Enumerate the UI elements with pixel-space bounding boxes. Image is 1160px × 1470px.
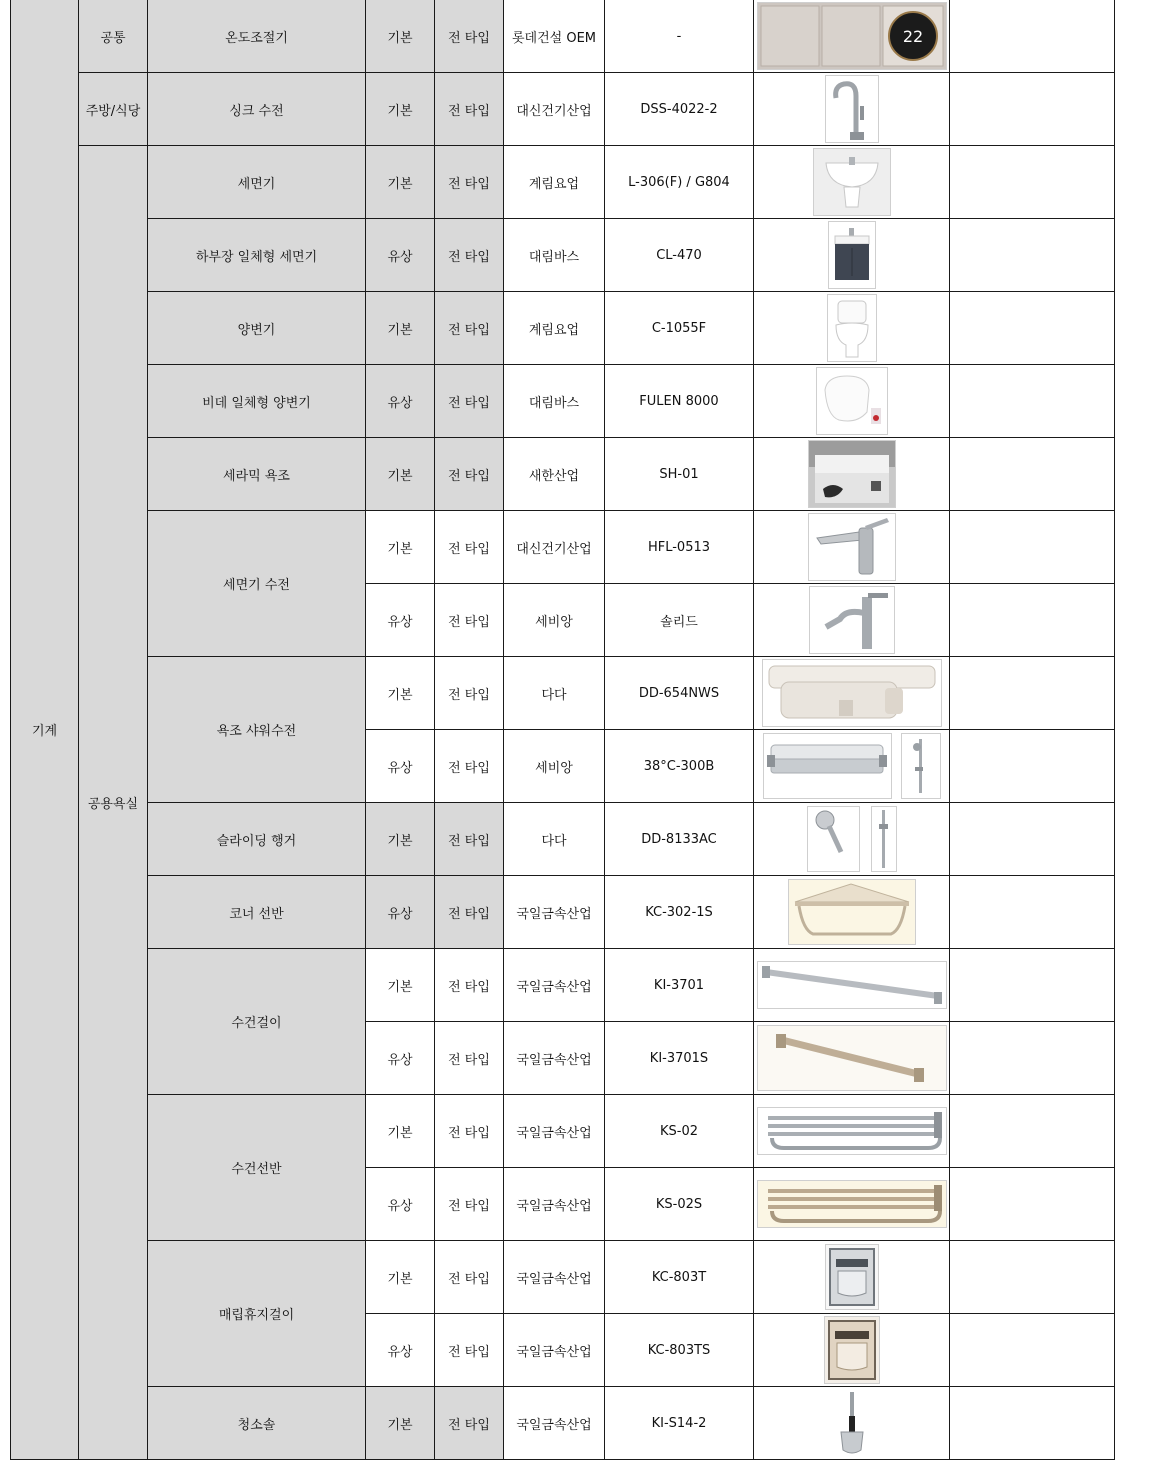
model-cell: - xyxy=(605,0,754,73)
bidet-toilet-icon xyxy=(817,368,887,434)
grade-cell: 유상 xyxy=(366,1022,435,1095)
grade-cell: 유상 xyxy=(366,730,435,803)
corner-shelf-icon xyxy=(789,880,915,944)
towel-shelf-satin-icon xyxy=(758,1181,946,1227)
sink-faucet-image xyxy=(825,75,879,143)
image-cell xyxy=(754,146,950,219)
grade-cell: 기본 xyxy=(366,73,435,146)
ceramic-bathtub-image xyxy=(808,440,896,508)
vanity-basin-image xyxy=(828,221,876,289)
table-row xyxy=(11,1095,1115,1168)
note-cell xyxy=(950,292,1115,365)
table-row xyxy=(11,803,1115,876)
table-row xyxy=(11,511,1115,584)
image-cell xyxy=(754,1095,950,1168)
model-cell: 38°C-300B xyxy=(605,730,754,803)
note-cell xyxy=(950,949,1115,1022)
type-cell: 전 타입 xyxy=(435,438,504,511)
item-cell: 수건걸이 xyxy=(148,949,366,1095)
item-cell: 세면기 xyxy=(148,146,366,219)
model-cell: DD-8133AC xyxy=(605,803,754,876)
item-cell: 세라믹 욕조 xyxy=(148,438,366,511)
image-cell xyxy=(754,292,950,365)
model-cell: KC-803TS xyxy=(605,1314,754,1387)
model-cell: CL-470 xyxy=(605,219,754,292)
spec-sheet xyxy=(10,0,1115,1460)
washbasin-icon xyxy=(814,149,890,215)
note-cell xyxy=(950,146,1115,219)
image-cell xyxy=(754,0,950,73)
model-cell: SH-01 xyxy=(605,438,754,511)
basin-faucet-image xyxy=(808,513,896,581)
model-cell: KS-02 xyxy=(605,1095,754,1168)
item-cell: 청소솔 xyxy=(148,1387,366,1460)
maker-cell: 대신건기산업 xyxy=(504,511,605,584)
shower-faucet-icon xyxy=(763,660,941,726)
image-cell xyxy=(754,365,950,438)
model-cell: FULEN 8000 xyxy=(605,365,754,438)
model-cell: DSS-4022-2 xyxy=(605,73,754,146)
towel-shelf-satin-image xyxy=(757,1180,947,1228)
maker-cell: 대림바스 xyxy=(504,365,605,438)
towel-bar-satin-image xyxy=(757,1025,947,1091)
maker-cell: 국일금속산업 xyxy=(504,1168,605,1241)
item-cell: 욕조 샤워수전 xyxy=(148,657,366,803)
note-cell xyxy=(950,1095,1115,1168)
note-cell xyxy=(950,1241,1115,1314)
group-cell: 주방/식당 xyxy=(79,73,148,146)
maker-cell: 계림요업 xyxy=(504,146,605,219)
type-cell: 전 타입 xyxy=(435,730,504,803)
maker-cell: 다다 xyxy=(504,803,605,876)
corner-shelf-image xyxy=(788,879,916,945)
table-row xyxy=(11,146,1115,219)
grade-cell: 기본 xyxy=(366,438,435,511)
toilet-brush-image xyxy=(837,1390,867,1456)
grade-cell: 유상 xyxy=(366,584,435,657)
note-cell xyxy=(950,1387,1115,1460)
note-cell xyxy=(950,803,1115,876)
thermo-shower-set-image xyxy=(763,733,941,799)
type-cell: 전 타입 xyxy=(435,219,504,292)
sink-faucet-icon xyxy=(826,76,878,142)
type-cell: 전 타입 xyxy=(435,657,504,730)
grade-cell: 기본 xyxy=(366,1095,435,1168)
washbasin-image xyxy=(813,148,891,216)
toilet-icon xyxy=(828,295,876,361)
type-cell: 전 타입 xyxy=(435,1168,504,1241)
recessed-paper-holder-satin-image xyxy=(824,1316,880,1384)
sliding-hanger-image xyxy=(807,806,897,872)
maker-cell: 계림요업 xyxy=(504,292,605,365)
group-cell: 공용욕실 xyxy=(79,146,148,1460)
thermostat-display-text: 22 xyxy=(902,27,923,46)
item-cell: 수건선반 xyxy=(148,1095,366,1241)
image-cell xyxy=(754,1168,950,1241)
grade-cell: 기본 xyxy=(366,511,435,584)
model-cell: KC-302-1S xyxy=(605,876,754,949)
item-cell: 슬라이딩 행거 xyxy=(148,803,366,876)
table-row xyxy=(11,365,1115,438)
basin-faucet-icon xyxy=(809,514,895,580)
recessed-paper-holder-satin-icon xyxy=(825,1317,879,1383)
grade-cell: 기본 xyxy=(366,949,435,1022)
fixture-table xyxy=(10,0,1115,1460)
model-cell: L-306(F) / G804 xyxy=(605,146,754,219)
thermostat-panel-image xyxy=(757,2,947,70)
model-cell: KI-3701S xyxy=(605,1022,754,1095)
maker-cell: 세비앙 xyxy=(504,730,605,803)
thermo-shower-set-icon xyxy=(763,733,941,799)
item-cell: 매립휴지걸이 xyxy=(148,1241,366,1387)
ceramic-bathtub-icon xyxy=(809,441,895,507)
table-row xyxy=(11,1387,1115,1460)
note-cell xyxy=(950,1168,1115,1241)
basin-faucet-solid-icon xyxy=(810,587,894,653)
grade-cell: 기본 xyxy=(366,0,435,73)
model-cell: KC-803T xyxy=(605,1241,754,1314)
basin-faucet-solid-image xyxy=(809,586,895,654)
grade-cell: 유상 xyxy=(366,1168,435,1241)
image-cell xyxy=(754,876,950,949)
image-cell xyxy=(754,657,950,730)
maker-cell: 대림바스 xyxy=(504,219,605,292)
type-cell: 전 타입 xyxy=(435,365,504,438)
type-cell: 전 타입 xyxy=(435,146,504,219)
bidet-toilet-image xyxy=(816,367,888,435)
item-cell: 비데 일체형 양변기 xyxy=(148,365,366,438)
maker-cell: 대신건기산업 xyxy=(504,73,605,146)
item-cell: 싱크 수전 xyxy=(148,73,366,146)
towel-shelf-image xyxy=(757,1107,947,1155)
note-cell xyxy=(950,219,1115,292)
item-cell: 하부장 일체형 세면기 xyxy=(148,219,366,292)
table-row xyxy=(11,876,1115,949)
maker-cell: 세비앙 xyxy=(504,584,605,657)
note-cell xyxy=(950,730,1115,803)
model-cell: KI-3701 xyxy=(605,949,754,1022)
note-cell xyxy=(950,876,1115,949)
model-cell: DD-654NWS xyxy=(605,657,754,730)
image-cell xyxy=(754,584,950,657)
image-cell xyxy=(754,1314,950,1387)
table-row xyxy=(11,0,1115,73)
grade-cell: 유상 xyxy=(366,219,435,292)
image-cell xyxy=(754,511,950,584)
image-cell xyxy=(754,949,950,1022)
type-cell: 전 타입 xyxy=(435,1022,504,1095)
maker-cell: 국일금속산업 xyxy=(504,949,605,1022)
grade-cell: 기본 xyxy=(366,1387,435,1460)
image-cell xyxy=(754,1387,950,1460)
note-cell xyxy=(950,511,1115,584)
grade-cell: 유상 xyxy=(366,365,435,438)
table-row xyxy=(11,292,1115,365)
grade-cell: 기본 xyxy=(366,657,435,730)
maker-cell: 국일금속산업 xyxy=(504,1314,605,1387)
model-cell: KI-S14-2 xyxy=(605,1387,754,1460)
type-cell: 전 타입 xyxy=(435,584,504,657)
table-row xyxy=(11,1241,1115,1314)
type-cell: 전 타입 xyxy=(435,1387,504,1460)
note-cell xyxy=(950,584,1115,657)
group-cell: 공통 xyxy=(79,0,148,73)
type-cell: 전 타입 xyxy=(435,0,504,73)
shower-faucet-image xyxy=(762,659,942,727)
type-cell: 전 타입 xyxy=(435,73,504,146)
model-cell: KS-02S xyxy=(605,1168,754,1241)
thermostat-panel-icon xyxy=(758,3,946,69)
grade-cell: 기본 xyxy=(366,292,435,365)
item-cell: 코너 선반 xyxy=(148,876,366,949)
table-row xyxy=(11,438,1115,511)
image-cell xyxy=(754,219,950,292)
maker-cell: 다다 xyxy=(504,657,605,730)
maker-cell: 국일금속산업 xyxy=(504,876,605,949)
note-cell xyxy=(950,1022,1115,1095)
table-row xyxy=(11,657,1115,730)
note-cell xyxy=(950,657,1115,730)
maker-cell: 국일금속산업 xyxy=(504,1387,605,1460)
image-cell xyxy=(754,1241,950,1314)
model-cell: 솔리드 xyxy=(605,584,754,657)
note-cell xyxy=(950,0,1115,73)
toilet-image xyxy=(827,294,877,362)
item-cell: 양변기 xyxy=(148,292,366,365)
table-row xyxy=(11,949,1115,1022)
type-cell: 전 타입 xyxy=(435,949,504,1022)
type-cell: 전 타입 xyxy=(435,1095,504,1168)
note-cell xyxy=(950,73,1115,146)
note-cell xyxy=(950,438,1115,511)
towel-shelf-icon xyxy=(758,1108,946,1154)
maker-cell: 국일금속산업 xyxy=(504,1095,605,1168)
type-cell: 전 타입 xyxy=(435,803,504,876)
grade-cell: 유상 xyxy=(366,876,435,949)
towel-bar-satin-icon xyxy=(758,1026,946,1090)
grade-cell: 기본 xyxy=(366,1241,435,1314)
vanity-basin-icon xyxy=(829,222,875,288)
type-cell: 전 타입 xyxy=(435,511,504,584)
table-row xyxy=(11,219,1115,292)
model-cell: HFL-0513 xyxy=(605,511,754,584)
model-cell: C-1055F xyxy=(605,292,754,365)
type-cell: 전 타입 xyxy=(435,292,504,365)
type-cell: 전 타입 xyxy=(435,1314,504,1387)
table-row xyxy=(11,73,1115,146)
maker-cell: 롯데건설 OEM xyxy=(504,0,605,73)
towel-bar-image xyxy=(757,961,947,1009)
maker-cell: 국일금속산업 xyxy=(504,1022,605,1095)
towel-bar-icon xyxy=(758,962,946,1008)
category-cell: 기계 xyxy=(11,0,79,1460)
maker-cell: 국일금속산업 xyxy=(504,1241,605,1314)
sliding-hanger-icon xyxy=(807,806,897,872)
grade-cell: 기본 xyxy=(366,803,435,876)
item-cell: 세면기 수전 xyxy=(148,511,366,657)
image-cell xyxy=(754,730,950,803)
item-cell: 온도조절기 xyxy=(148,0,366,73)
image-cell xyxy=(754,1022,950,1095)
image-cell xyxy=(754,73,950,146)
image-cell xyxy=(754,803,950,876)
type-cell: 전 타입 xyxy=(435,1241,504,1314)
maker-cell: 새한산업 xyxy=(504,438,605,511)
recessed-paper-holder-image xyxy=(825,1244,879,1310)
note-cell xyxy=(950,1314,1115,1387)
grade-cell: 유상 xyxy=(366,1314,435,1387)
grade-cell: 기본 xyxy=(366,146,435,219)
image-cell xyxy=(754,438,950,511)
note-cell xyxy=(950,365,1115,438)
type-cell: 전 타입 xyxy=(435,876,504,949)
recessed-paper-holder-icon xyxy=(826,1245,878,1309)
toilet-brush-icon xyxy=(837,1390,867,1456)
